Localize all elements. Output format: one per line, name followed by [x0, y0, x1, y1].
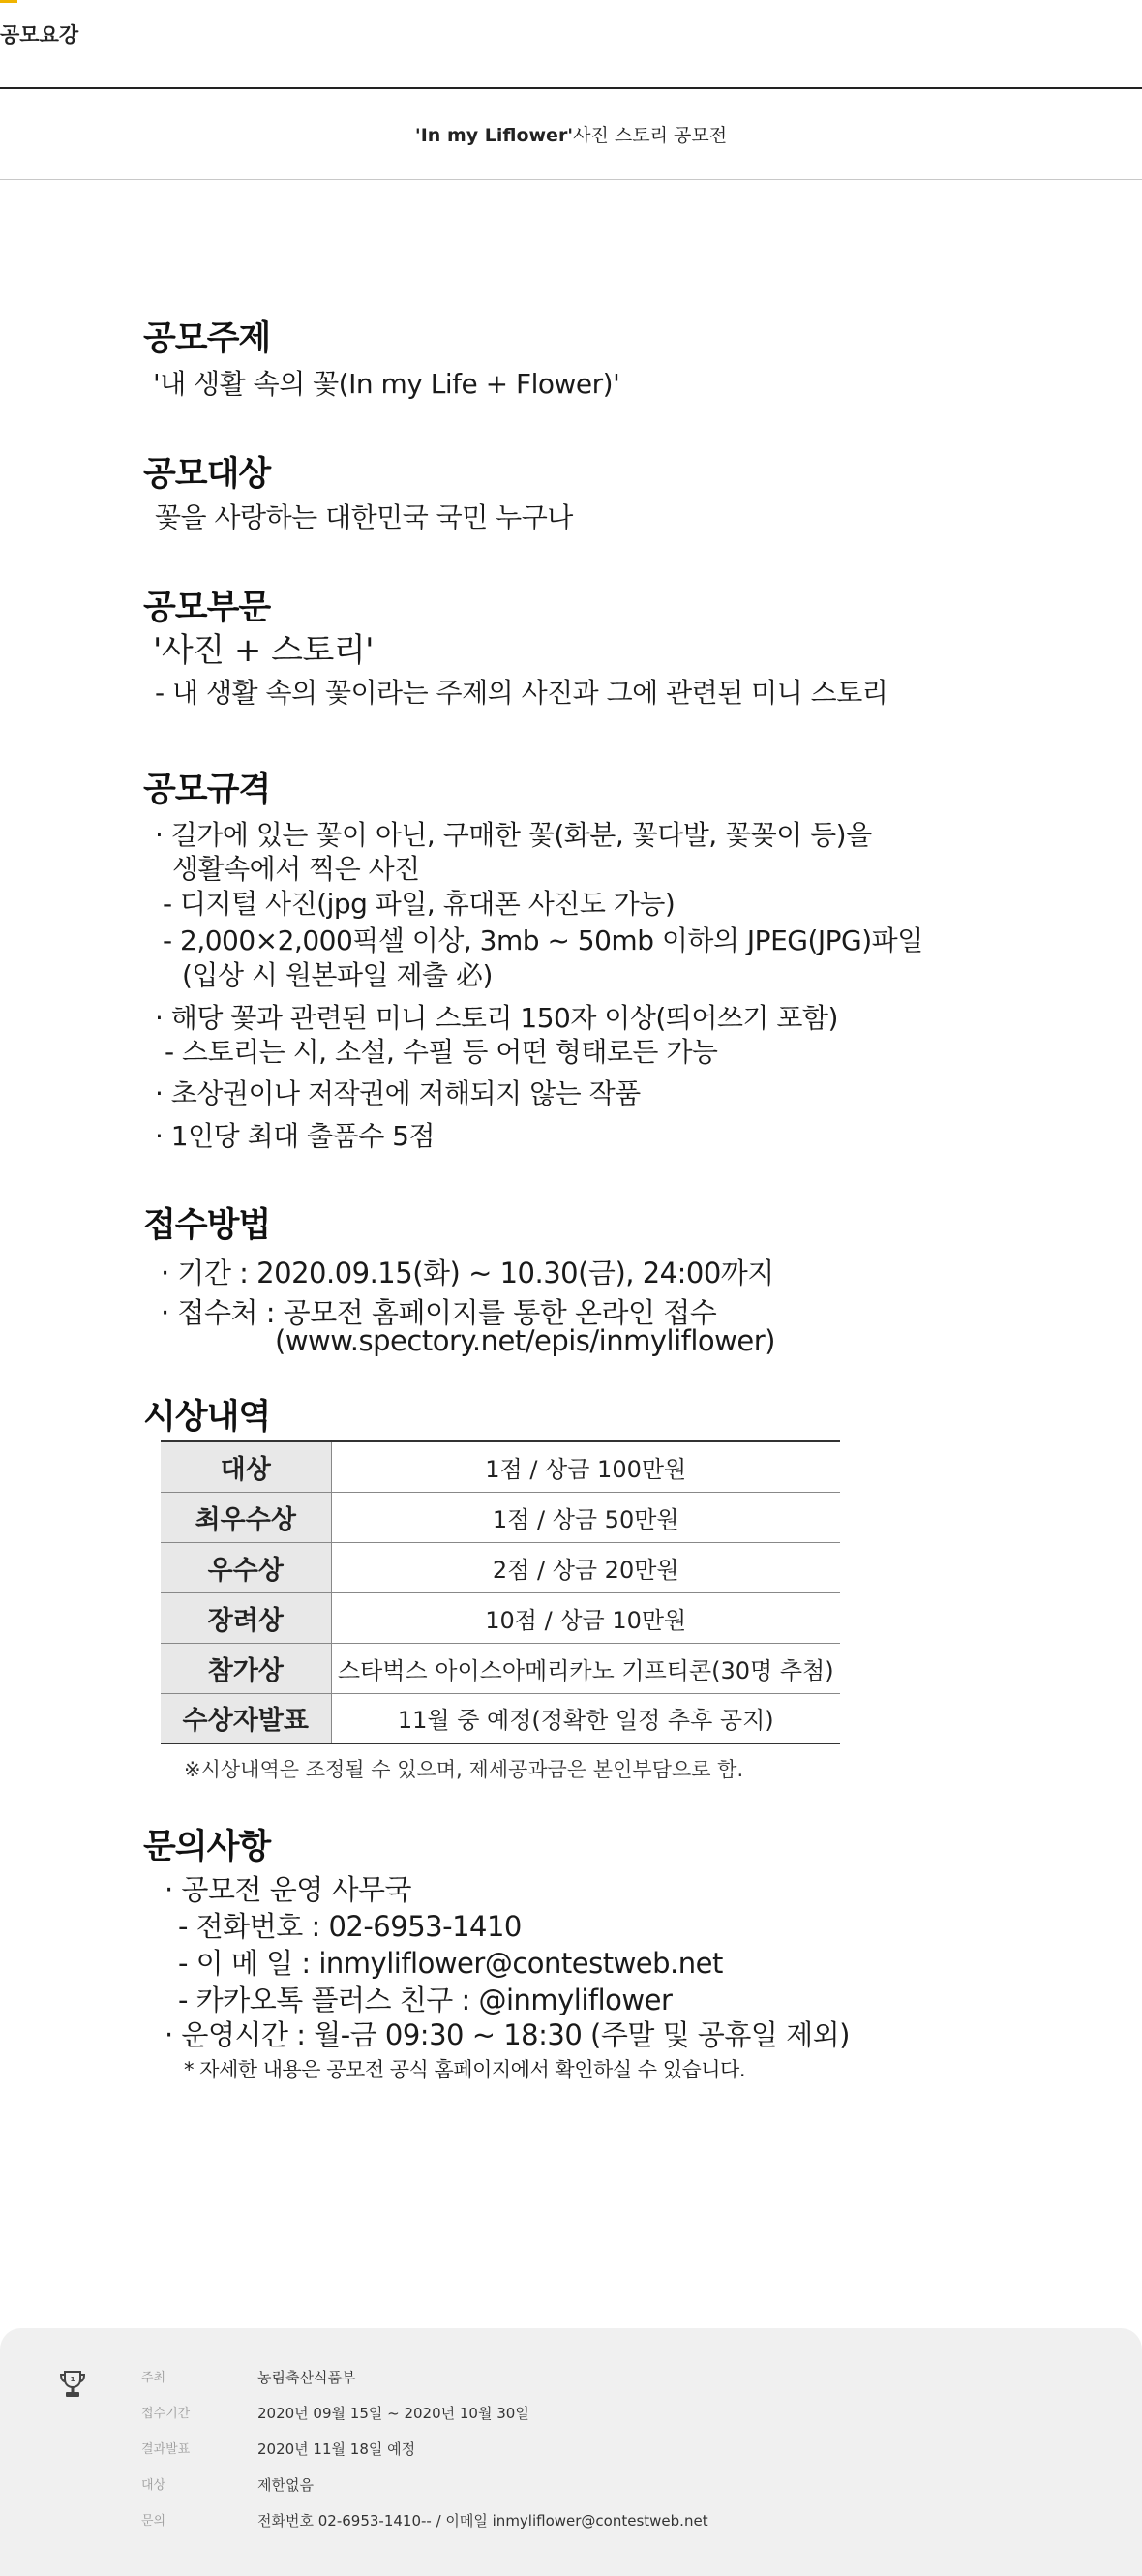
table-row	[161, 1492, 840, 1542]
footer-label: 대상	[141, 2478, 166, 2493]
rules-line: · 1인당 최대 출품수 5점	[155, 1120, 436, 1152]
contest-title-bar	[0, 89, 1142, 180]
award-value: 1점 / 상금 50만원	[331, 1492, 840, 1542]
awards-note: ※시상내역은 조정될 수 있으며, 제세공과금은 본인부담으로 함.	[184, 1758, 744, 1781]
award-label: 우수상	[161, 1542, 331, 1592]
table-row	[161, 1592, 840, 1643]
page-header	[0, 0, 1142, 89]
rules-line: · 해당 꽃과 관련된 미니 스토리 150자 이상(띄어쓰기 포함)	[155, 1002, 838, 1034]
section-title-theme: 공모주제	[143, 319, 271, 358]
contest-title-bold: 'In my Liflower'	[414, 125, 574, 146]
award-value: 2점 / 상금 20만원	[331, 1542, 840, 1592]
rules-line: · 초상권이나 저작권에 저해되지 않는 작품	[155, 1077, 641, 1109]
footer	[0, 2328, 1142, 2576]
footer-value: 제한없음	[257, 2476, 314, 2494]
footer-value: 전화번호 02-6953-1410-- / 이메일 inmyliflower@contestweb.net	[257, 2512, 708, 2530]
award-label: 장려상	[161, 1592, 331, 1643]
award-value: 10점 / 상금 10만원	[331, 1592, 840, 1643]
footer-label: 결과발표	[141, 2442, 191, 2457]
award-label: 참가상	[161, 1643, 331, 1693]
submission-line-place: · 접수처 : 공모전 홈페이지를 통한 온라인 접수	[161, 1296, 717, 1329]
rules-line: - 2,000×2,000픽셀 이상, 3mb ~ 50mb 이하의 JPEG(JPG)파일	[163, 924, 923, 956]
footer-value: 2020년 09월 15일 ~ 2020년 10월 30일	[257, 2405, 529, 2422]
section-title-category: 공모부문	[143, 589, 271, 627]
awards-table	[161, 1440, 840, 1744]
target-line: 꽃을 사랑하는 대한민국 국민 누구나	[155, 501, 573, 533]
award-value: 11월 중 예정(정확한 일정 추후 공지)	[397, 1707, 774, 1735]
rules-line: - 스토리는 시, 소설, 수필 등 어떤 형태로든 가능	[165, 1036, 718, 1068]
award-label: 최우수상	[161, 1492, 331, 1542]
contest-title	[415, 121, 727, 147]
table-row	[161, 1643, 840, 1693]
footer-value: 농림축산식품부	[257, 2369, 356, 2386]
award-value: 스타벅스 아이스아메리카노 기프티콘(30명 추첨)	[331, 1643, 840, 1693]
inquiry-line: · 운영시간 : 월-금 09:30 ~ 18:30 (주말 및 공휴일 제외)	[165, 2018, 850, 2051]
section-title-submission: 접수방법	[143, 1206, 271, 1245]
trophy-icon	[58, 2369, 87, 2400]
footer-label: 접수기간	[141, 2407, 191, 2421]
footer-label: 문의	[141, 2514, 166, 2529]
rules-line: · 길가에 있는 꽃이 아닌, 구매한 꽃(화분, 꽃다발, 꽃꽂이 등)을	[155, 819, 872, 851]
category-line-main: '사진 + 스토리'	[153, 631, 375, 670]
table-row	[161, 1441, 840, 1492]
section-title-rules: 공모규격	[143, 771, 271, 809]
header-accent-bar	[0, 0, 17, 3]
contest-title-rest: 사진 스토리 공모전	[573, 125, 728, 146]
inquiry-line: - 이 메 일 : inmyliflower@contestweb.net	[178, 1947, 723, 1980]
table-row	[161, 1693, 840, 1743]
award-label: 수상자발표	[161, 1693, 331, 1743]
section-title-inquiry: 문의사항	[143, 1828, 271, 1866]
award-value: 1점 / 상금 100만원	[331, 1441, 840, 1492]
footer-value: 2020년 11월 18일 예정	[257, 2440, 416, 2458]
table-row	[161, 1542, 840, 1592]
rules-line: - 디지털 사진(jpg 파일, 휴대폰 사진도 가능)	[163, 888, 676, 920]
footer-label: 주최	[141, 2371, 166, 2385]
inquiry-line: - 카카오톡 플러스 친구 : @inmyliflower	[178, 1984, 673, 2016]
section-title-awards: 시상내역	[143, 1398, 271, 1437]
inquiry-note: * 자세한 내용은 공모전 공식 홈페이지에서 확인하실 수 있습니다.	[184, 2058, 746, 2081]
inquiry-line: - 전화번호 : 02-6953-1410	[178, 1910, 522, 1943]
svg-text:1: 1	[70, 2376, 75, 2383]
rules-line: 생활속에서 찍은 사진	[172, 853, 420, 885]
award-label: 대상	[161, 1441, 331, 1492]
section-title-target: 공모대상	[143, 455, 271, 494]
submission-line-period: · 기간 : 2020.09.15(화) ~ 10.30(금), 24:00까지	[161, 1257, 774, 1289]
theme-line: '내 생활 속의 꽃(In my Life + Flower)'	[153, 368, 620, 400]
rules-line: (입상 시 원본파일 제출 必)	[182, 959, 493, 991]
inquiry-line: · 공모전 운영 사무국	[165, 1873, 411, 1906]
category-line-desc: - 내 생활 속의 꽃이라는 주제의 사진과 그에 관련된 미니 스토리	[155, 677, 888, 709]
submission-line-url: (www.spectory.net/epis/inmyliflower)	[275, 1324, 775, 1357]
page-title: 공모요강	[0, 23, 79, 46]
